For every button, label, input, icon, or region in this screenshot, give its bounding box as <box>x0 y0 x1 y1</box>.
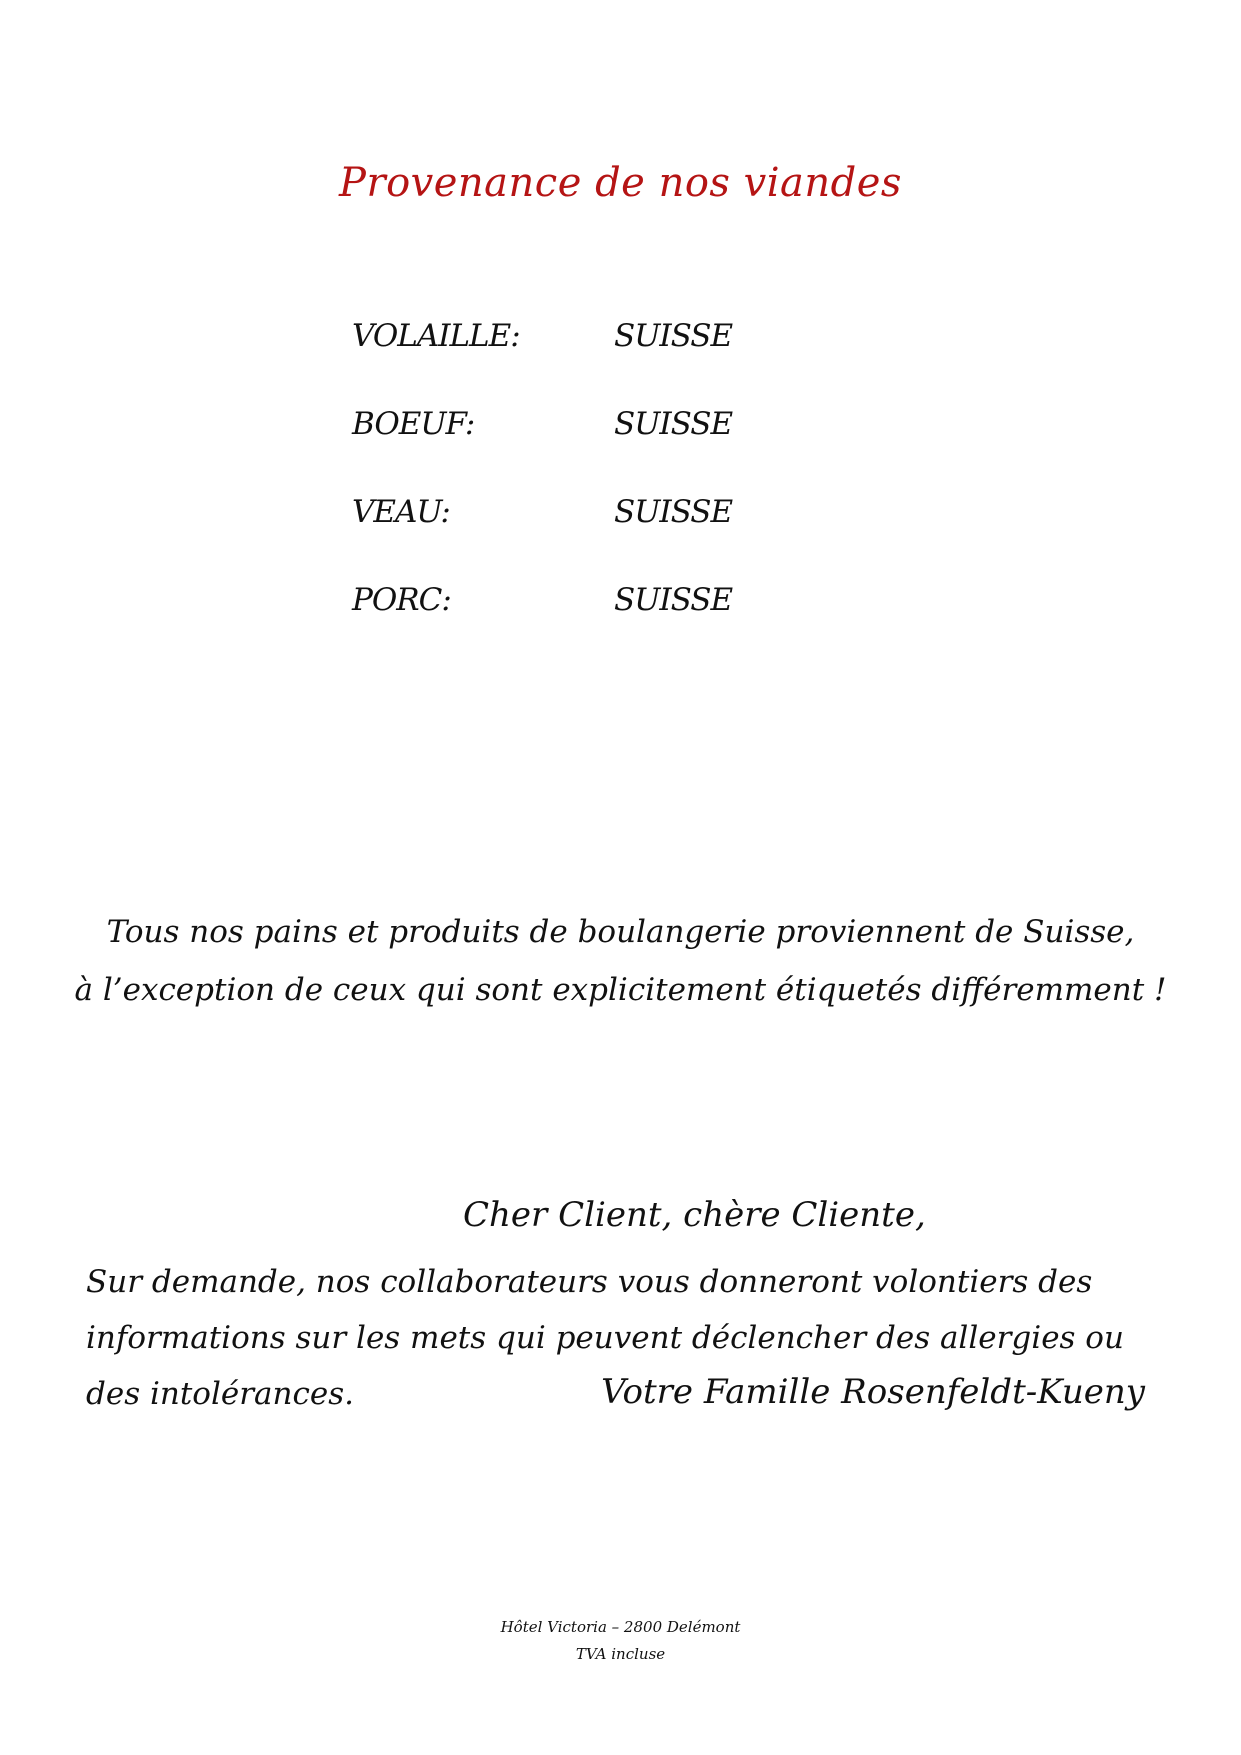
meat-row-volaille <box>352 318 852 406</box>
bakery-notice-line: Tous nos pains et produits de boulangerie proviennent de Suisse, <box>106 914 1135 950</box>
meat-name: VOLAILLE: <box>352 318 520 354</box>
meat-origin: SUISSE <box>614 494 733 530</box>
meat-origin: SUISSE <box>614 582 733 618</box>
meat-row-boeuf <box>352 406 852 494</box>
bakery-notice-line: à l’exception de ceux qui sont explicitement étiquetés différemment ! <box>74 972 1167 1008</box>
meat-row-veau <box>352 494 852 582</box>
allergy-greeting: Cher Client, chère Cliente, <box>463 1195 926 1235</box>
footer <box>0 1614 1241 1668</box>
page-title: Provenance de nos viandes <box>339 160 902 206</box>
allergy-notice: Sur demande, nos collaborateurs vous donneront volontiers des informations sur les mets qui peuvent déclencher des allergies ou des intolérances. <box>86 1264 1124 1412</box>
meat-origin: SUISSE <box>614 318 733 354</box>
meat-origin-list <box>352 318 852 670</box>
meat-name: BOEUF: <box>352 406 475 442</box>
signature: Votre Famille Rosenfeldt-Kueny <box>601 1372 1145 1412</box>
footer-address: Hôtel Victoria – 2800 Delémont <box>500 1618 741 1636</box>
meat-name: PORC: <box>352 582 451 618</box>
meat-origin: SUISSE <box>614 406 733 442</box>
footer-tax-note: TVA incluse <box>575 1645 666 1663</box>
bakery-notice <box>0 903 1241 1019</box>
meat-name: VEAU: <box>352 494 450 530</box>
meat-row-porc <box>352 582 852 670</box>
